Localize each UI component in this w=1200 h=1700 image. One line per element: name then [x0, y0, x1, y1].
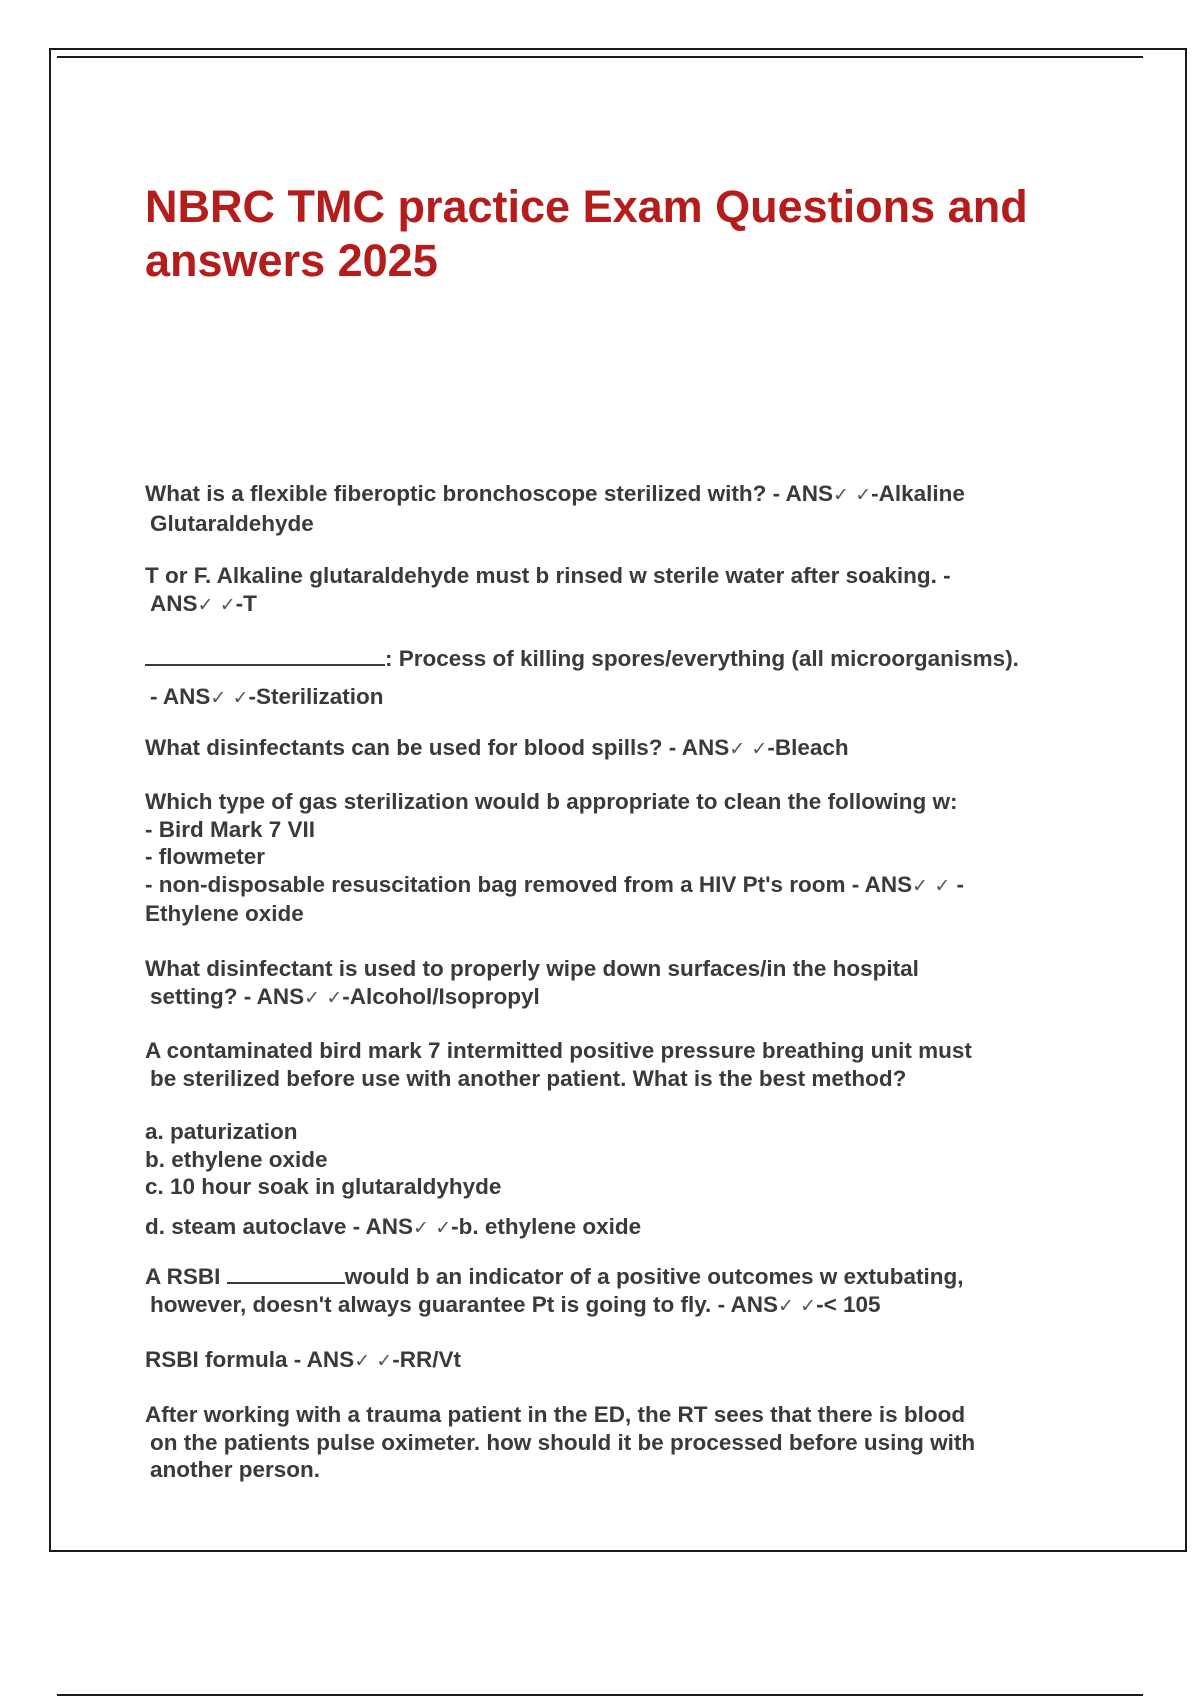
top-rule-line: [57, 56, 1143, 58]
answer-text: -T: [235, 590, 257, 616]
answer-label: ANS: [150, 590, 198, 616]
answer-text: -b. ethylene oxide: [451, 1213, 642, 1239]
qa-item-wipe-surfaces: [145, 955, 919, 1012]
check-mark-icon: ✓: [855, 485, 872, 506]
list-item: - Bird Mark 7 VII: [145, 816, 316, 842]
question-text: What is a flexible fiberoptic bronchoscope sterilized with? - ANS: [145, 481, 834, 506]
check-mark-icon: ✓: [435, 1217, 452, 1239]
check-mark-icon: ✓: [413, 1217, 429, 1239]
document-title: NBRC TMC practice Exam Questions and answers 2025: [145, 181, 1028, 286]
qa-item-gas-sterilization: [145, 788, 964, 928]
question-text: What disinfectants can be used for blood spills? - ANS: [145, 735, 730, 760]
answer-text: -Alcohol/Isopropyl: [342, 983, 540, 1009]
question-text: RSBI formula - ANS: [145, 1347, 355, 1372]
list-item: - flowmeter: [145, 844, 266, 869]
question-text: After working with a trauma patient in the ED, the RT sees that there is blood: [145, 1402, 966, 1427]
question-text: What disinfectant is used to properly wipe down surfaces/in the hospital: [145, 956, 919, 981]
qa-item-bird-mark-method: [145, 1037, 972, 1242]
answer-text: -Alkaline: [871, 481, 965, 506]
question-text: setting? - ANS: [150, 983, 305, 1009]
answer-option: a. paturization: [145, 1119, 298, 1144]
answer-option: b. ethylene oxide: [145, 1146, 328, 1172]
check-mark-icon: ✓: [304, 987, 321, 1009]
answer-text: -Bleach: [767, 735, 849, 760]
check-mark-icon: ✓: [376, 1351, 393, 1372]
question-text: would b an indicator of a positive outcomes w extubating,: [344, 1264, 964, 1289]
qa-item-pulse-oximeter: [145, 1401, 975, 1484]
answer-option: d. steam autoclave - ANS: [145, 1213, 414, 1239]
question-text: T or F. Alkaline glutaraldehyde must b rinsed w sterile water after soaking. -: [145, 563, 951, 588]
check-mark-icon: ✓: [232, 688, 249, 709]
qa-item-blood-spills: [145, 734, 849, 764]
fill-in-blank: [227, 1262, 345, 1284]
check-mark-icon: ✓: [833, 485, 849, 506]
question-text: A RSBI: [145, 1264, 221, 1289]
qa-item-bronchoscope: [145, 480, 965, 537]
question-text: Which type of gas sterilization would b appropriate to clean the following w:: [145, 789, 958, 814]
qa-item-sterilization: [145, 644, 1019, 713]
answer-text: -RR/Vt: [392, 1347, 462, 1372]
fill-in-blank: [145, 644, 385, 666]
check-mark-icon: ✓: [729, 739, 746, 760]
question-text: : Process of killing spores/everything (all microorganisms).: [385, 646, 1019, 671]
answer-label: - ANS: [150, 684, 211, 709]
answer-option: c. 10 hour soak in glutaraldyhyde: [145, 1174, 502, 1199]
check-mark-icon: ✓: [219, 594, 236, 616]
list-item: - non-disposable resuscitation bag removed from a HIV Pt's room - ANS: [145, 871, 913, 897]
qa-item-glutaraldehyde-rinse: [145, 562, 951, 619]
question-text: be sterilized before use with another patient. What is the best method?: [150, 1065, 907, 1091]
question-text: another person.: [150, 1457, 321, 1482]
answer-text: Ethylene oxide: [145, 901, 304, 926]
answer-label: -: [956, 871, 965, 897]
qa-item-rsbi-indicator: [145, 1262, 964, 1320]
bottom-rule-line: [57, 1694, 1143, 1696]
check-mark-icon: ✓: [777, 1295, 794, 1317]
answer-text: -< 105: [816, 1291, 881, 1317]
qa-item-rsbi-formula: [145, 1346, 461, 1376]
check-mark-icon: ✓: [751, 739, 768, 760]
check-mark-icon: ✓: [912, 875, 929, 897]
question-text: A contaminated bird mark 7 intermitted positive pressure breathing unit must: [145, 1038, 972, 1063]
check-mark-icon: ✓: [210, 688, 227, 709]
answer-text: Glutaraldehyde: [150, 510, 314, 536]
check-mark-icon: ✓: [800, 1295, 817, 1317]
check-mark-icon: ✓: [934, 875, 951, 897]
check-mark-icon: ✓: [326, 987, 343, 1009]
question-text: on the patients pulse oximeter. how should it be processed before using with: [150, 1429, 976, 1455]
check-mark-icon: ✓: [354, 1351, 371, 1372]
question-text: however, doesn't always guarantee Pt is going to fly. - ANS: [150, 1291, 778, 1317]
check-mark-icon: ✓: [197, 594, 214, 616]
answer-text: -Sterilization: [248, 684, 384, 709]
